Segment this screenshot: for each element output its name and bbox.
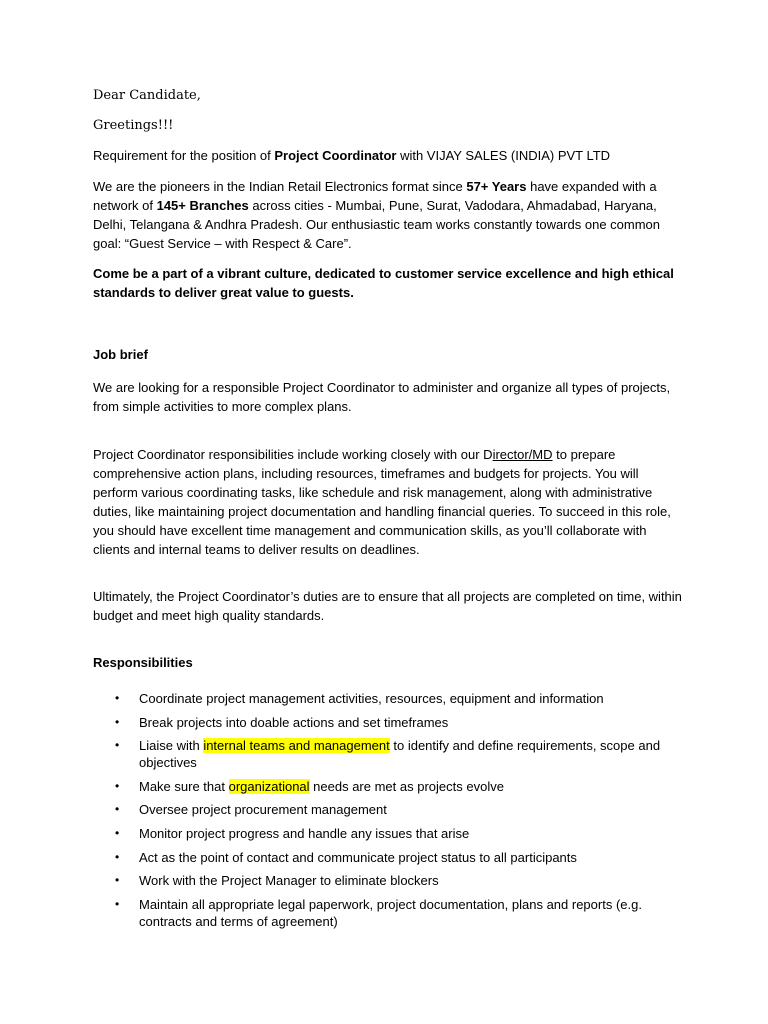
- list-item-text-before: Liaise with: [139, 738, 204, 754]
- director-md-text: irector/MD: [492, 447, 553, 462]
- resp-para-after: to prepare comprehensive action plans, including resources, timeframes and budgets for projects. You will perform various coordinating tasks, like schedule and risk management, along with administrative duties, like maintaining project documentation and handling financial queries. To succeed in this role, you should have excellent time management and communication skills, as you’ll collaborate with clients and internal teams to deliver results on deadlines.: [93, 447, 671, 557]
- bullet-icon: •: [115, 825, 120, 840]
- bullet-icon: •: [115, 714, 120, 729]
- responsibilities-paragraph: [93, 445, 683, 559]
- list-item: [93, 778, 683, 795]
- bullet-icon: •: [115, 778, 120, 793]
- list-item: [93, 849, 683, 866]
- resp-para-before: Project Coordinator responsibilities include working closely with our D: [93, 447, 493, 462]
- list-item: [93, 737, 683, 771]
- list-item-text: Work with the Project Manager to eliminate blockers: [139, 873, 439, 889]
- bullet-icon: •: [115, 691, 120, 705]
- list-item-text: Act as the point of contact and communicate project status to all participants: [139, 849, 577, 865]
- bullet-icon: •: [115, 738, 120, 753]
- intro-part-2: have expanded with a network of: [93, 179, 657, 213]
- branches-count: 145+ Branches: [156, 198, 249, 213]
- list-item-text-before: Make sure that: [139, 778, 229, 794]
- requirement-line: [93, 146, 683, 165]
- list-item: [93, 690, 683, 707]
- list-item-text: Oversee project procurement management: [139, 802, 387, 818]
- intro-paragraph: [93, 177, 683, 253]
- job-brief-heading: Job brief: [93, 347, 148, 362]
- list-item-text: Coordinate project management activities, resources, equipment and information: [139, 691, 604, 706]
- years-count: 57+ Years: [466, 179, 527, 194]
- job-brief-paragraph: We are looking for a responsible Project Coordinator to administer and organize all types of projects, from simple activities to more complex plans.: [93, 380, 671, 414]
- list-item: [93, 872, 683, 889]
- salutation: Dear Candidate,: [93, 88, 201, 103]
- list-item: [93, 825, 683, 842]
- bullet-icon: •: [115, 802, 120, 817]
- list-item-text: Monitor project progress and handle any issues that arise: [139, 825, 470, 841]
- requirement-suffix: with VIJAY SALES (INDIA) PVT LTD: [396, 148, 611, 163]
- bullet-icon: •: [115, 873, 120, 888]
- highlighted-text: internal teams and management: [203, 738, 390, 754]
- greeting: Greetings!!!: [93, 118, 174, 133]
- bullet-icon: •: [115, 849, 120, 864]
- list-item-text: Break projects into doable actions and set timeframes: [139, 714, 449, 730]
- list-item: [93, 801, 683, 818]
- position-title: Project Coordinator: [274, 148, 397, 163]
- highlighted-text: organizational: [228, 778, 310, 794]
- bullet-icon: •: [115, 896, 120, 911]
- list-item-text-after: to identify and define requirements, scope and objectives: [139, 738, 661, 771]
- culture-statement: Come be a part of a vibrant culture, dedicated to customer service excellence and high ethical standards to deliver great value to guests.: [93, 266, 674, 300]
- list-item-text-after: needs are met as projects evolve: [309, 778, 504, 794]
- list-item: [93, 896, 683, 930]
- ultimately-paragraph: Ultimately, the Project Coordinator’s duties are to ensure that all projects are completed on time, within budget and meet high quality standards.: [93, 589, 682, 623]
- list-item: [93, 714, 683, 731]
- responsibilities-list: [93, 690, 683, 936]
- responsibilities-heading: Responsibilities: [93, 655, 193, 670]
- requirement-prefix: Requirement for the position of: [93, 148, 275, 163]
- intro-part-1: We are the pioneers in the Indian Retail Electronics format since: [93, 179, 467, 194]
- list-item-text: Maintain all appropriate legal paperwork, project documentation, plans and reports (e.g. contracts and terms of agreement): [139, 896, 642, 929]
- intro-part-3: across cities - Mumbai, Pune, Surat, Vadodara, Ahmadabad, Haryana, Delhi, Telangana & Andhra Pradesh. Our enthusiastic team works constantly towards one common goal: “Guest Service – with Respect & Care”.: [93, 198, 661, 251]
